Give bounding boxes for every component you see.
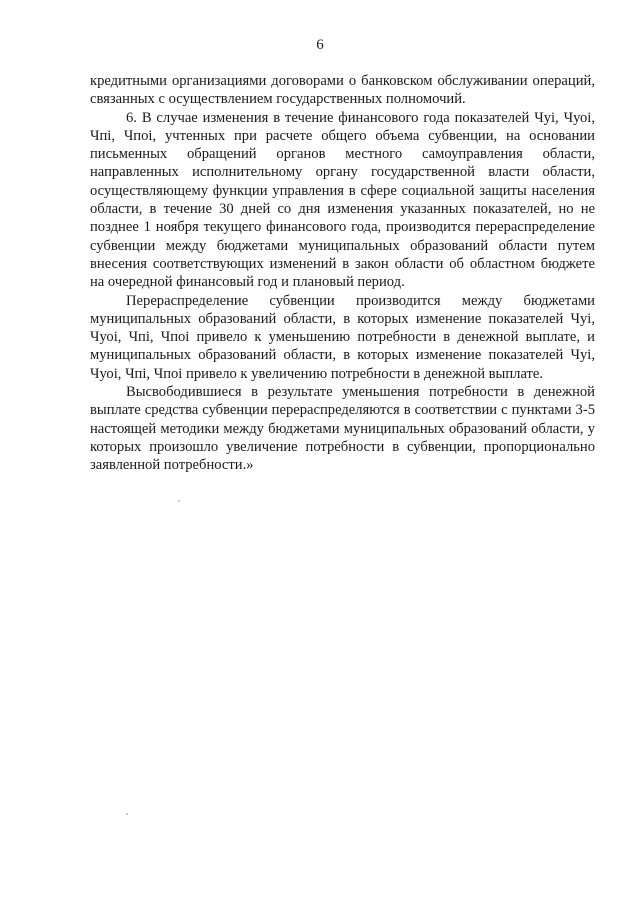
- paragraph-continuation: кредитными организациями договорами о банковском обслуживании операций, связанных с осуществлением государственных полномочий.: [90, 73, 595, 108]
- document-body: [90, 72, 595, 475]
- paragraph-item-6: 6. В случае изменения в течение финансового года показателей Чуі, Чуоі, Чпі, Чпоі, учтенных при расчете общего объема субвенции, на основании письменных обращений органов местного самоуправления области, направленных исполнительному органу государственной власти области, осуществляющему функции управления в сфере социальной защиты населения области, в течение 30 дней со дня изменения указанных показателей, но не позднее 1 ноября текущего финансового года, производится перераспределение субвенции между бюджетами муниципальных образований области путем внесения соответствующих изменений в закон области об областном бюджете на очередной финансовый год и плановый период.: [90, 109, 595, 291]
- scan-speck: [126, 813, 128, 815]
- paragraph-redistribution: Перераспределение субвенции производится между бюджетами муниципальных образований области, в которых изменение показателей Чуі, Чуоі, Чпі, Чпоі привело к уменьшению потребности в денежной выплате, и муниципальных образований области, в которых изменение показателей Чуі, Чуоі, Чпі, Чпоі привело к увеличению потребности в денежной выплате.: [90, 292, 595, 382]
- paragraph-released-funds: Высвободившиеся в результате уменьшения потребности в денежной выплате средства субвенции перераспределяются в соответствии с пунктами 3-5 настоящей методики между бюджетами муниципальных образований области, у которых произошло увеличение потребности в субвенции, пропорционально заявленной потребности.»: [90, 384, 595, 474]
- scan-speck: [178, 500, 180, 502]
- page-number: 6: [316, 37, 324, 53]
